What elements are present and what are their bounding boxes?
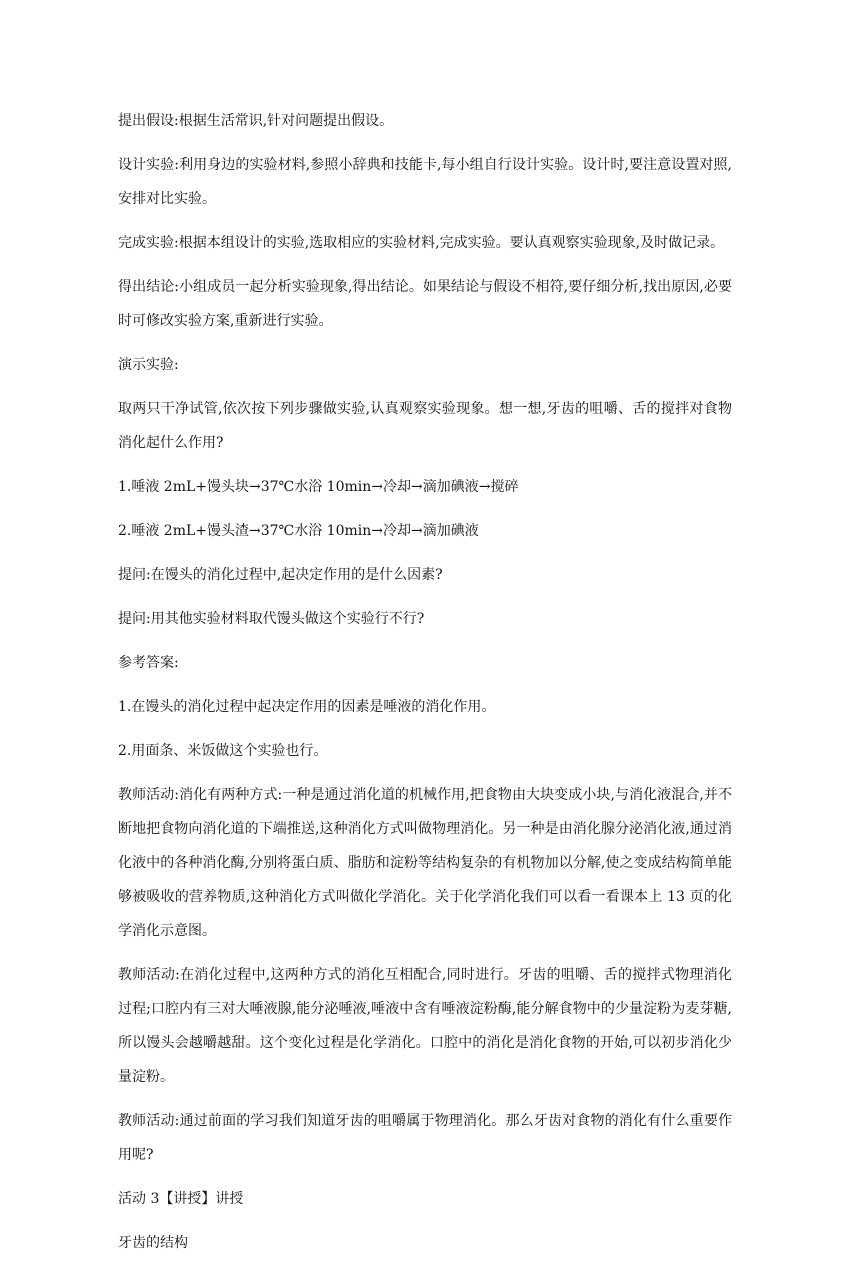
paragraph-question-1: 提问:在馒头的消化过程中,起决定作用的是什么因素? bbox=[118, 567, 443, 583]
paragraph-teacher-activity-1: 教师活动:消化有两种方式:一种是通过消化道的机械作用,把食物由大块变成小块,与消化液混合,并不断地把食物向消化道的下端推送,这种消化方式叫做物理消化。另一种是由消化腺分泌消化液,通过消化液中的各种消化酶,分别将蛋白质、脂肪和淀粉等结构复杂的有机物加以分解,使之变成结构简单能够被吸收的营养物质,这种消化方式叫做化学消化。关于化学消化我们可以看一看课本上 13 页的化学消化示意图。 bbox=[118, 787, 732, 939]
paragraph-answer-2: 2.用面条、米饭做这个实验也行。 bbox=[118, 743, 328, 759]
paragraph-question-2: 提问:用其他实验材料取代馒头做这个实验行不行? bbox=[118, 611, 425, 627]
paragraph-conclusion: 得出结论:小组成员一起分析实验现象,得出结论。如果结论与假设不相符,要仔细分析,找出原因,必要时可修改实验方案,重新进行实验。 bbox=[118, 279, 732, 329]
paragraph-answer-heading: 参考答案: bbox=[118, 655, 179, 671]
paragraph-teacher-activity-3: 教师活动:通过前面的学习我们知道牙齿的咀嚼属于物理消化。那么牙齿对食物的消化有什么重要作用呢? bbox=[118, 1113, 732, 1163]
paragraph-demo-instructions: 取两只干净试管,依次按下列步骤做实验,认真观察实验现象。想一想,牙齿的咀嚼、舌的搅拌对食物消化起什么作用? bbox=[118, 401, 732, 451]
paragraph-step-2: 2.唾液 2mL+馒头渣→37℃水浴 10min→冷却→滴加碘液 bbox=[118, 523, 479, 539]
paragraph-step-1: 1.唾液 2mL+馒头块→37℃水浴 10min→冷却→滴加碘液→搅碎 bbox=[118, 479, 519, 495]
paragraph-demo-heading: 演示实验: bbox=[118, 357, 179, 373]
paragraph-hypothesis: 提出假设:根据生活常识,针对问题提出假设。 bbox=[118, 113, 394, 129]
paragraph-complete-experiment: 完成实验:根据本组设计的实验,选取相应的实验材料,完成实验。要认真观察实验现象,及时做记录。 bbox=[118, 235, 725, 251]
paragraph-answer-1: 1.在馒头的消化过程中起决定作用的因素是唾液的消化作用。 bbox=[118, 699, 496, 715]
paragraph-design-experiment: 设计实验:利用身边的实验材料,参照小辞典和技能卡,每小组自行设计实验。设计时,要注意设置对照,安排对比实验。 bbox=[118, 157, 732, 207]
paragraph-tooth-structure: 牙齿的结构 bbox=[118, 1235, 188, 1251]
paragraph-teacher-activity-2: 教师活动:在消化过程中,这两种方式的消化互相配合,同时进行。牙齿的咀嚼、舌的搅拌式物理消化过程;口腔内有三对大唾液腺,能分泌唾液,唾液中含有唾液淀粉酶,能分解食物中的少量淀粉为麦芽糖,所以馒头会越嚼越甜。这个变化过程是化学消化。口腔中的消化是消化食物的开始,可以初步消化少量淀粉。 bbox=[118, 967, 732, 1085]
paragraph-activity-3: 活动 3【讲授】讲授 bbox=[118, 1191, 244, 1207]
document-body bbox=[118, 104, 732, 1270]
